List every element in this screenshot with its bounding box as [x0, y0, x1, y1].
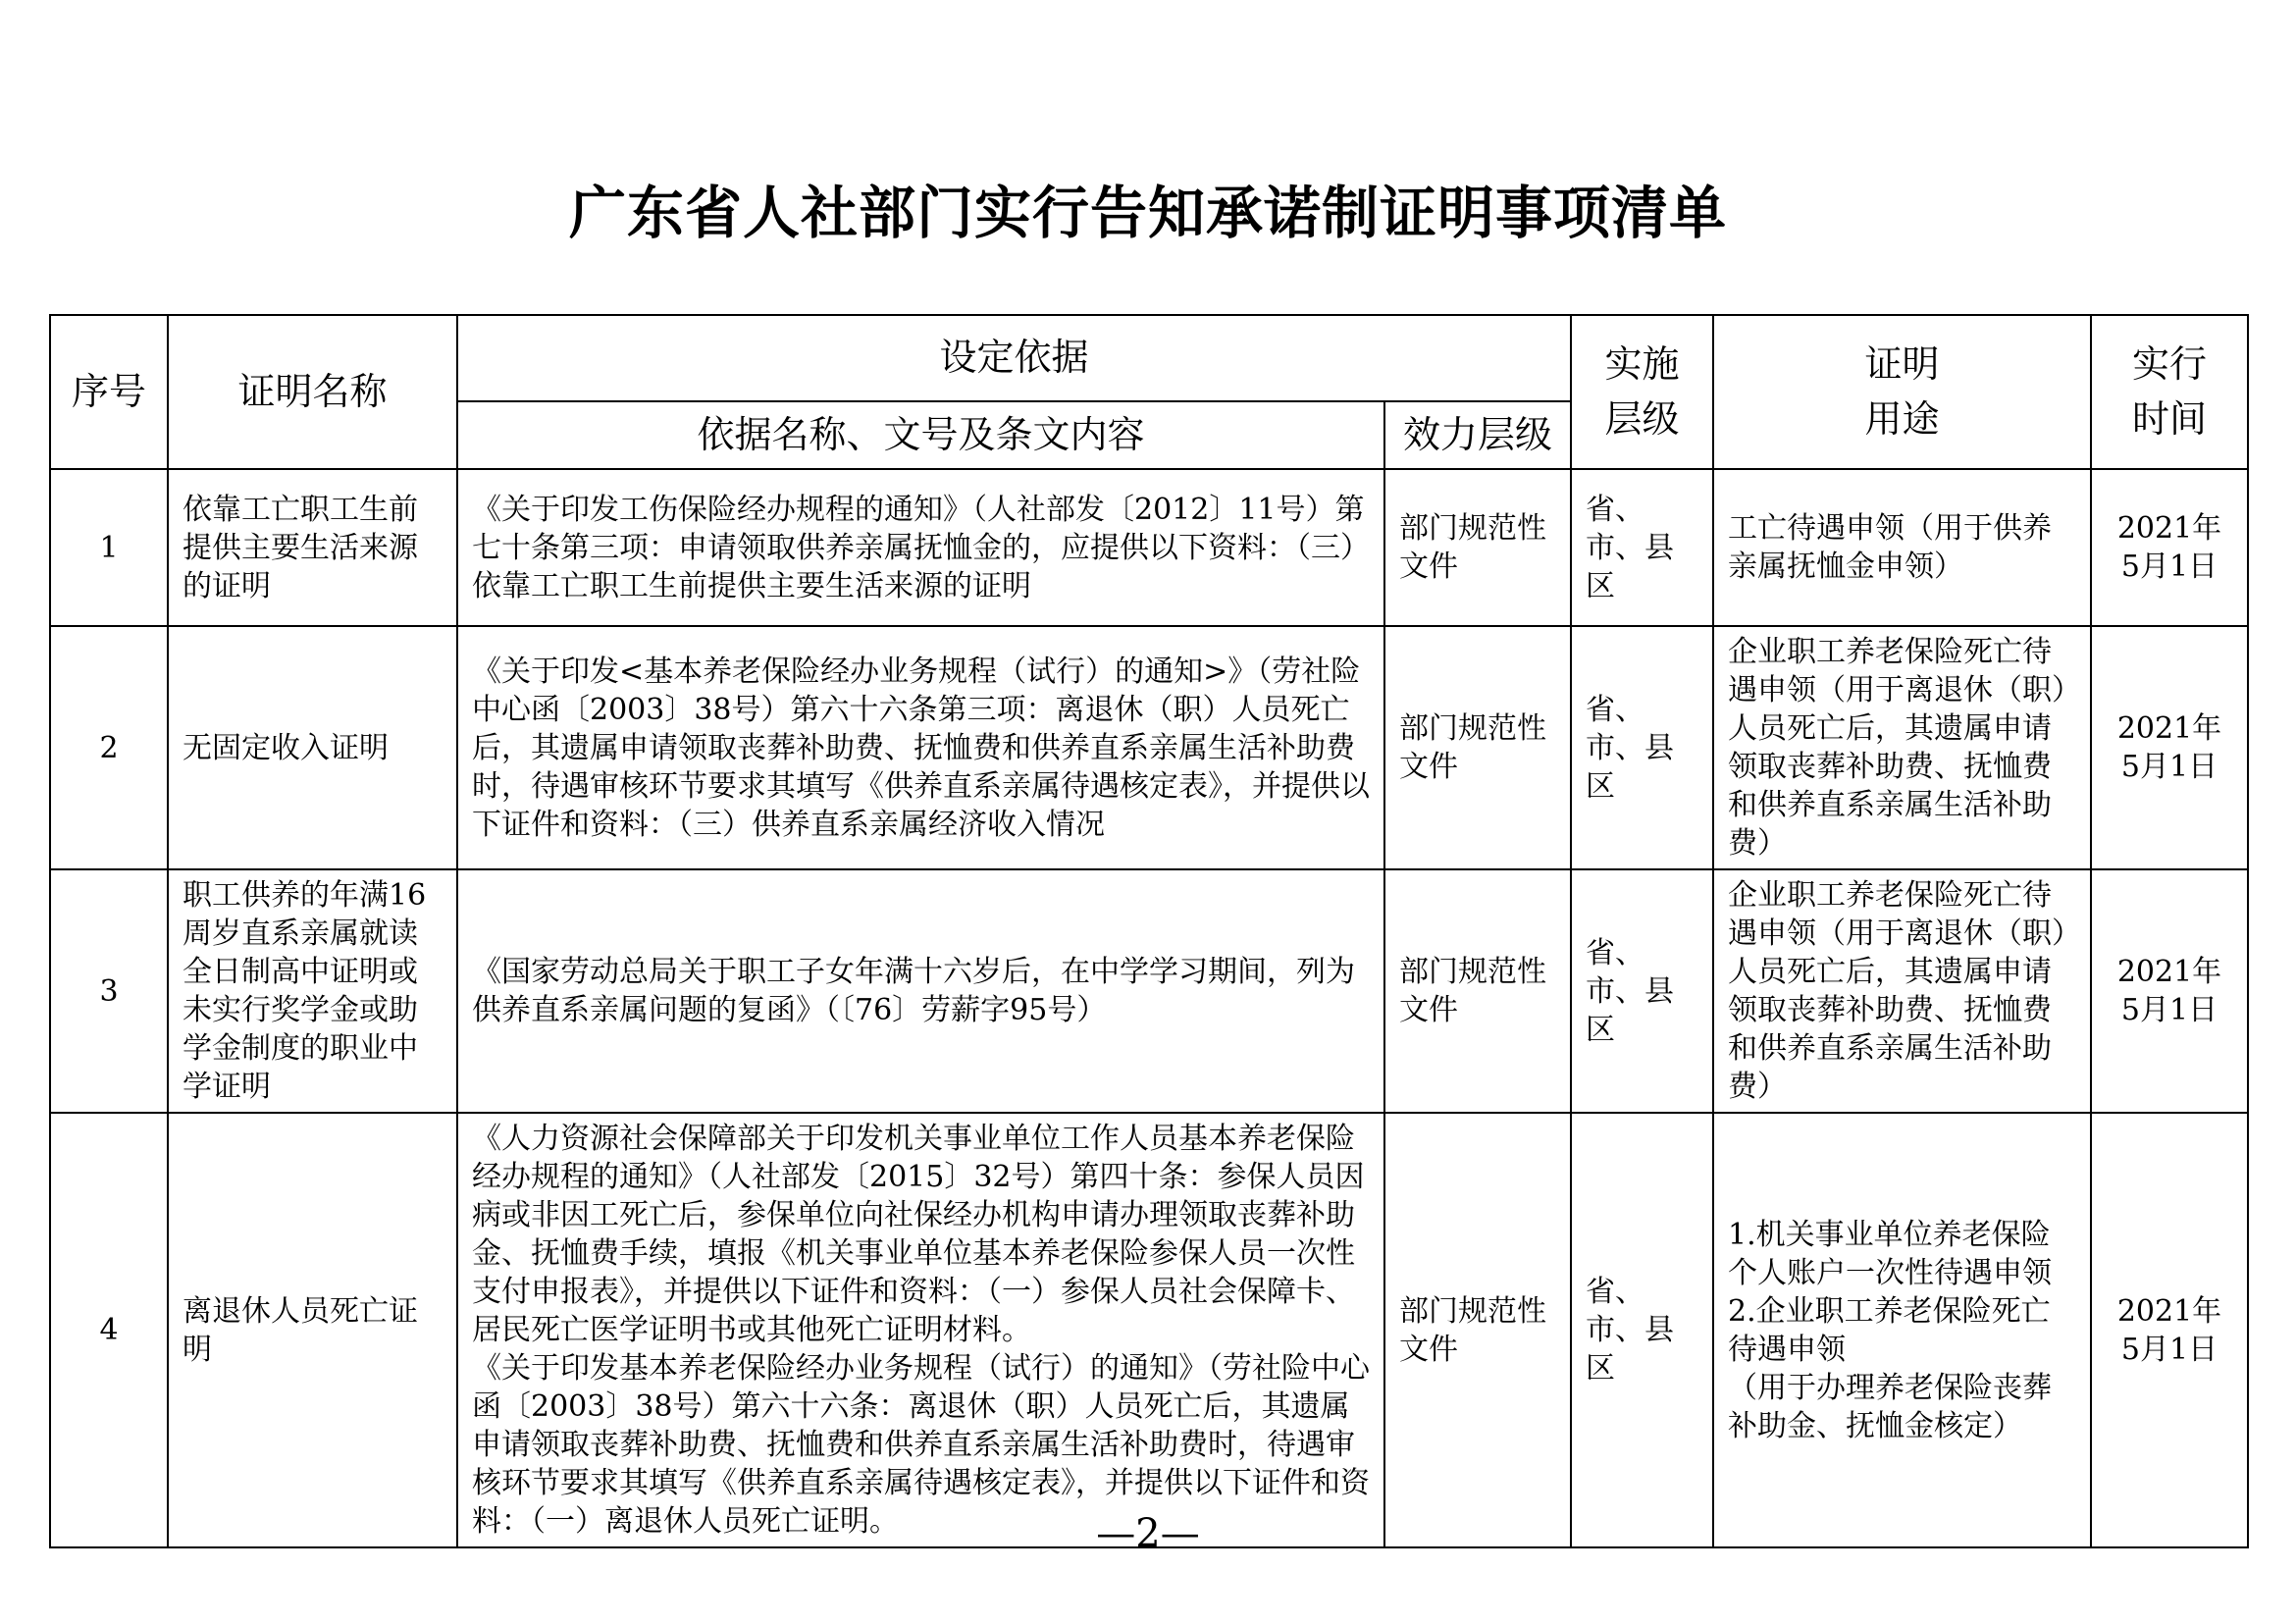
row-date: 2021年 5月1日: [2091, 1113, 2248, 1547]
table-row: [50, 626, 2248, 869]
row-impl-level: 省、市、县区: [1571, 869, 1713, 1113]
row-seq: 1: [50, 469, 168, 626]
row-seq: 4: [50, 1113, 168, 1547]
header-row-1: [50, 315, 2248, 401]
row-effect-level: 部门规范性文件: [1384, 469, 1571, 626]
row-purpose: 工亡待遇申领（用于供养亲属抚恤金申领）: [1713, 469, 2091, 626]
table-row: [50, 1113, 2248, 1547]
row-cert-name: 离退休人员死亡证明: [168, 1113, 457, 1547]
row-effect-level: 部门规范性文件: [1384, 626, 1571, 869]
row-basis: 《关于印发工伤保险经办规程的通知》（人社部发〔2012〕11号）第七十条第三项：申请领取供养亲属抚恤金的，应提供以下资料：（三）依靠工亡职工生前提供主要生活来源的证明: [457, 469, 1384, 626]
row-impl-level: 省、市、县区: [1571, 469, 1713, 626]
row-seq: 2: [50, 626, 168, 869]
header-seq: 序号: [50, 315, 168, 469]
row-effect-level: 部门规范性文件: [1384, 869, 1571, 1113]
header-basis-group: 设定依据: [457, 315, 1571, 401]
row-cert-name: 依靠工亡职工生前提供主要生活来源的证明: [168, 469, 457, 626]
certificate-list-table: [49, 314, 2249, 1548]
header-impl-level: 实施 层级: [1571, 315, 1713, 469]
row-date: 2021年 5月1日: [2091, 869, 2248, 1113]
header-effective-date: 实行 时间: [2091, 315, 2248, 469]
row-effect-level: 部门规范性文件: [1384, 1113, 1571, 1547]
row-cert-name: 无固定收入证明: [168, 626, 457, 869]
row-impl-level: 省、市、县区: [1571, 1113, 1713, 1547]
header-basis-content: 依据名称、文号及条文内容: [457, 401, 1384, 469]
page-title: 广东省人社部门实行告知承诺制证明事项清单: [568, 180, 1727, 246]
row-basis: 《人力资源社会保障部关于印发机关事业单位工作人员基本养老保险经办规程的通知》（人社部发〔2015〕32号）第四十条：参保人员因病或非因工死亡后，参保单位向社保经办机构申请办理领取丧葬补助金、抚恤费手续，填报《机关事业单位基本养老保险参保人员一次性支付申报表》，并提供以下证件和资料：（一）参保人员社会保障卡、居民死亡医学证明书或其他死亡证明材料。 《关于印发基本养老保险经办业务规程（试行）的通知》（劳社险中心函〔2003〕38号）第六十六条：离退休（职）人员死亡后，其遗属申请领取丧葬补助费、抚恤费和供养直系亲属生活补助费时，待遇审核环节要求其填写《供养直系亲属待遇核定表》，并提供以下证件和资料：（一）离退休人员死亡证明。: [457, 1113, 1384, 1547]
header-effect-level: 效力层级: [1384, 401, 1571, 469]
header-name: 证明名称: [168, 315, 457, 469]
page-number: —2—: [1096, 1511, 1200, 1556]
row-purpose: 1.机关事业单位养老保险个人账户一次性待遇申领 2.企业职工养老保险死亡待遇申领 （用于办理养老保险丧葬补助金、抚恤金核定）: [1713, 1113, 2091, 1547]
row-purpose: 企业职工养老保险死亡待遇申领（用于离退休（职）人员死亡后，其遗属申请领取丧葬补助费、抚恤费和供养直系亲属生活补助费）: [1713, 869, 2091, 1113]
table-row: [50, 869, 2248, 1113]
row-basis: 《关于印发<基本养老保险经办业务规程（试行）的通知>》（劳社险中心函〔2003〕38号）第六十六条第三项：离退休（职）人员死亡后，其遗属申请领取丧葬补助费、抚恤费和供养直系亲属生活补助费时，待遇审核环节要求其填写《供养直系亲属待遇核定表》，并提供以下证件和资料：（三）供养直系亲属经济收入情况: [457, 626, 1384, 869]
row-cert-name: 职工供养的年满16周岁直系亲属就读全日制高中证明或未实行奖学金或助学金制度的职业中学证明: [168, 869, 457, 1113]
row-date: 2021年 5月1日: [2091, 626, 2248, 869]
row-seq: 3: [50, 869, 168, 1113]
header-purpose: 证明 用途: [1713, 315, 2091, 469]
table-row: [50, 469, 2248, 626]
row-basis: 《国家劳动总局关于职工子女年满十六岁后，在中学学习期间，列为供养直系亲属问题的复函》（〔76〕劳薪字95号）: [457, 869, 1384, 1113]
row-impl-level: 省、市、县区: [1571, 626, 1713, 869]
row-purpose: 企业职工养老保险死亡待遇申领（用于离退休（职）人员死亡后，其遗属申请领取丧葬补助费、抚恤费和供养直系亲属生活补助费）: [1713, 626, 2091, 869]
row-date: 2021年 5月1日: [2091, 469, 2248, 626]
